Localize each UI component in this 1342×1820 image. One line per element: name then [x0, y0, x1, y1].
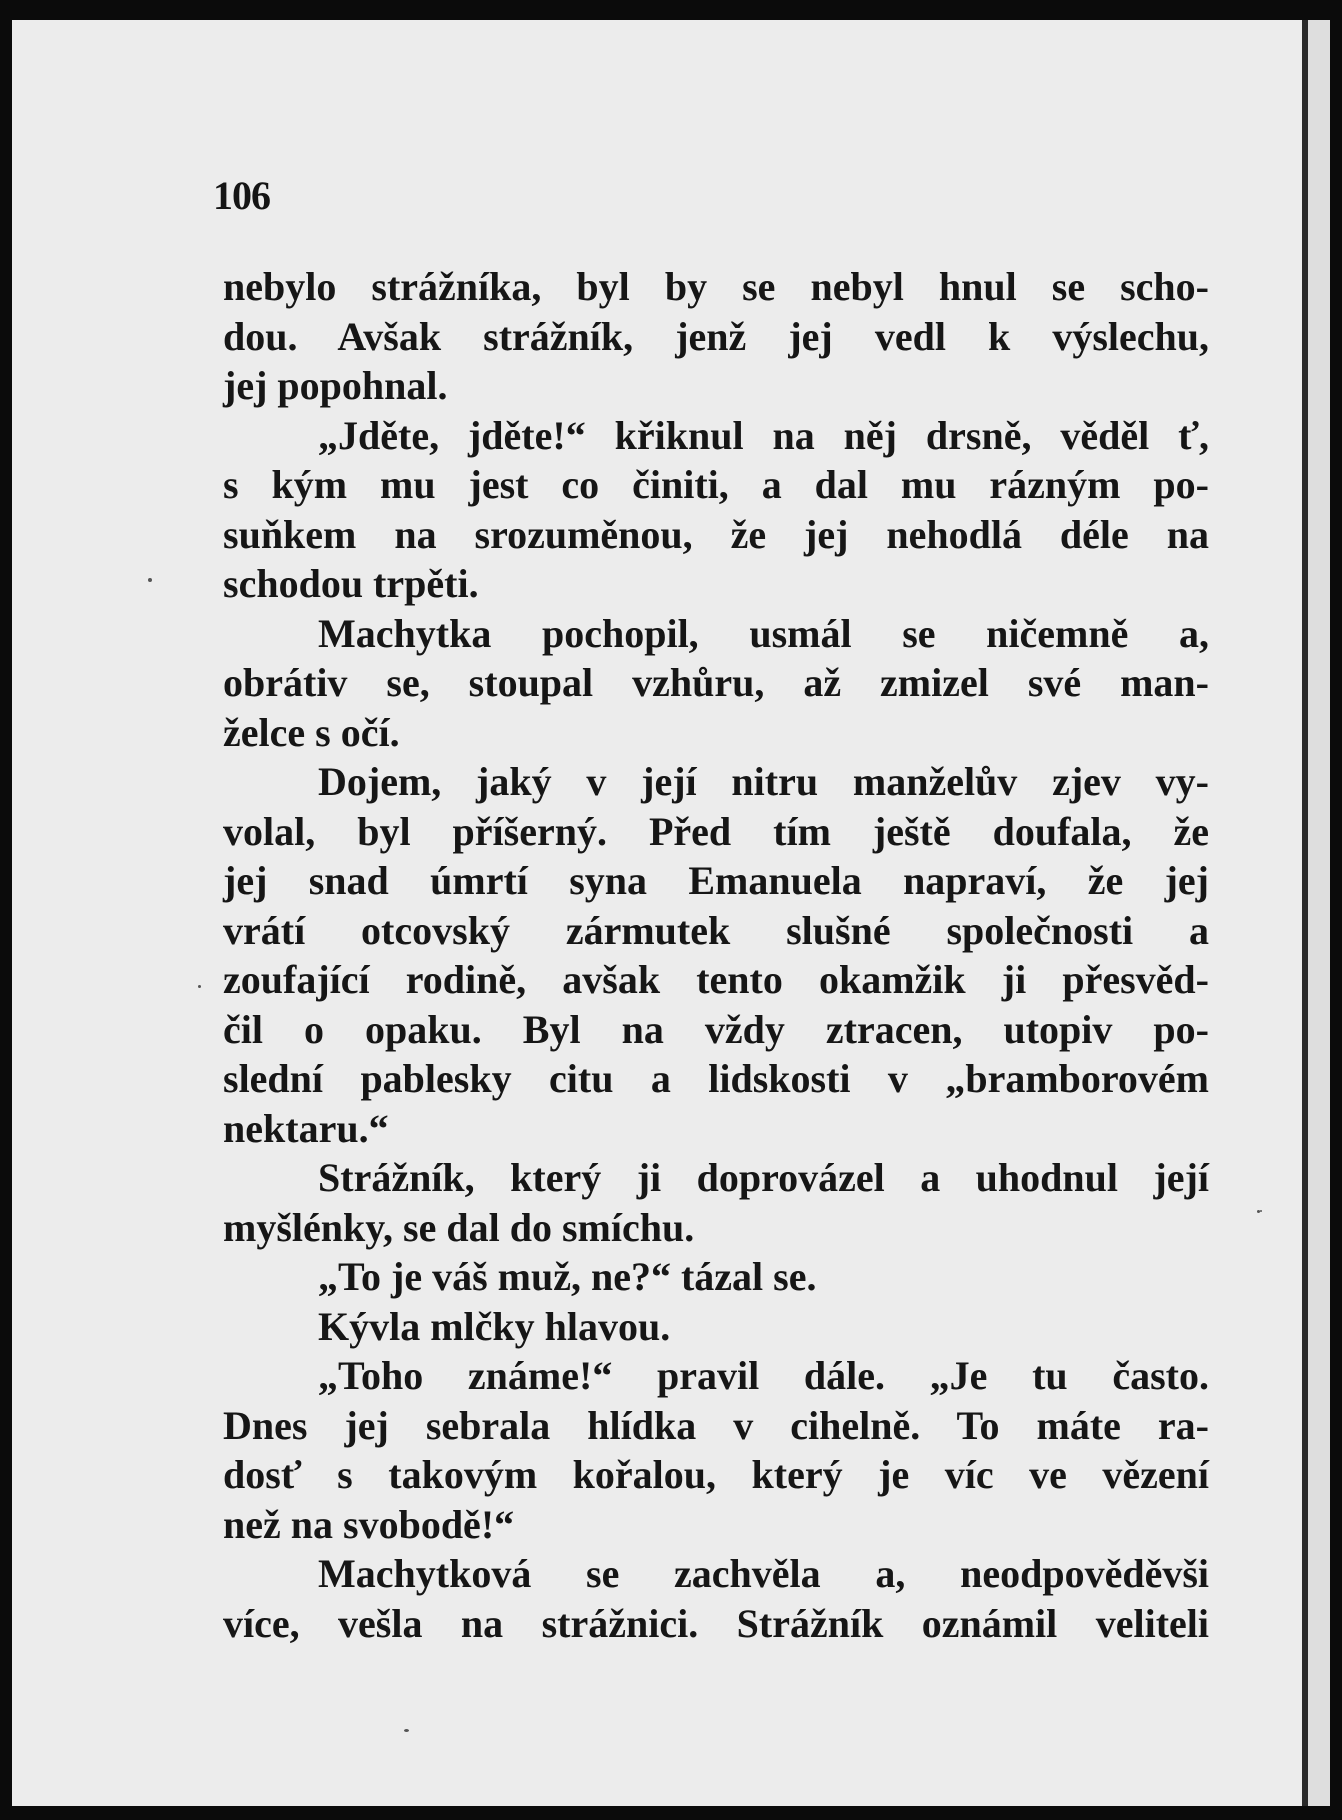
page-number: 106	[213, 173, 270, 218]
text-line: nebylo strážníka, byl by se nebyl hnul se scho-	[223, 264, 1209, 309]
text-line: schodou trpěti.	[223, 561, 479, 606]
text-line: s kým mu jest co činiti, a dal mu rázným po-	[223, 462, 1209, 507]
text-line: „Jděte, jděte!“ křiknul na něj drsně, věděl ť,	[318, 412, 1209, 458]
text-line: myšlénky, se dal do smíchu.	[223, 1204, 695, 1250]
page-body-text	[223, 262, 1209, 1648]
text-line: jej popohnal.	[223, 363, 448, 408]
text-line: želce s očí.	[223, 709, 400, 755]
text-line: Strážník, který ji doprovázel a uhodnul její	[318, 1155, 1209, 1200]
text-line: Kývla mlčky hlavou.	[318, 1303, 671, 1349]
text-line: Dnes jej sebrala hlídka v cihelně. To máte ra-	[223, 1402, 1209, 1448]
text-line: obrátiv se, stoupal vzhůru, až zmizel své man-	[223, 660, 1209, 705]
text-line: Machytková se zachvěla a, neodpověděvši	[318, 1551, 1209, 1596]
text-line: nektaru.“	[223, 1105, 389, 1151]
text-line: vrátí otcovský zármutek slušné společnosti a	[223, 907, 1209, 953]
text-line: volal, byl příšerný. Před tím ještě doufala, že	[223, 808, 1209, 854]
text-line: „To je váš muž, ne?“ tázal se.	[318, 1254, 817, 1299]
text-line: než na svobodě!“	[223, 1501, 515, 1547]
text-line: jej snad úmrtí syna Emanuela napraví, že jej	[223, 858, 1209, 903]
paper-speck	[404, 1729, 409, 1732]
text-line: „Toho známe!“ pravil dále. „Je tu často.	[318, 1353, 1209, 1398]
paper-speck	[198, 985, 201, 988]
text-line: Dojem, jaký v její nitru manželův zjev vy-	[318, 759, 1209, 804]
text-line: více, vešla na strážnici. Strážník oznámil veliteli	[223, 1600, 1209, 1646]
paper-speck	[148, 578, 152, 582]
text-line: čil o opaku. Byl na vždy ztracen, utopiv po-	[223, 1006, 1209, 1052]
text-line: dou. Avšak strážník, jenž jej vedl k výslechu,	[223, 313, 1209, 359]
text-line: suňkem na srozuměnou, že jej nehodlá déle na	[223, 511, 1209, 557]
text-line: slední pablesky citu a lidskosti v „bramborovém	[223, 1056, 1209, 1101]
paper-speck	[1260, 1210, 1262, 1212]
text-line: zoufající rodině, avšak tento okamžik ji přesvěd-	[223, 957, 1209, 1002]
text-line: Machytka pochopil, usmál se ničemně a,	[318, 610, 1209, 656]
adjacent-page-strip	[1308, 20, 1330, 1806]
text-line: dosť s takovým kořalou, který je víc ve vězení	[223, 1452, 1209, 1497]
